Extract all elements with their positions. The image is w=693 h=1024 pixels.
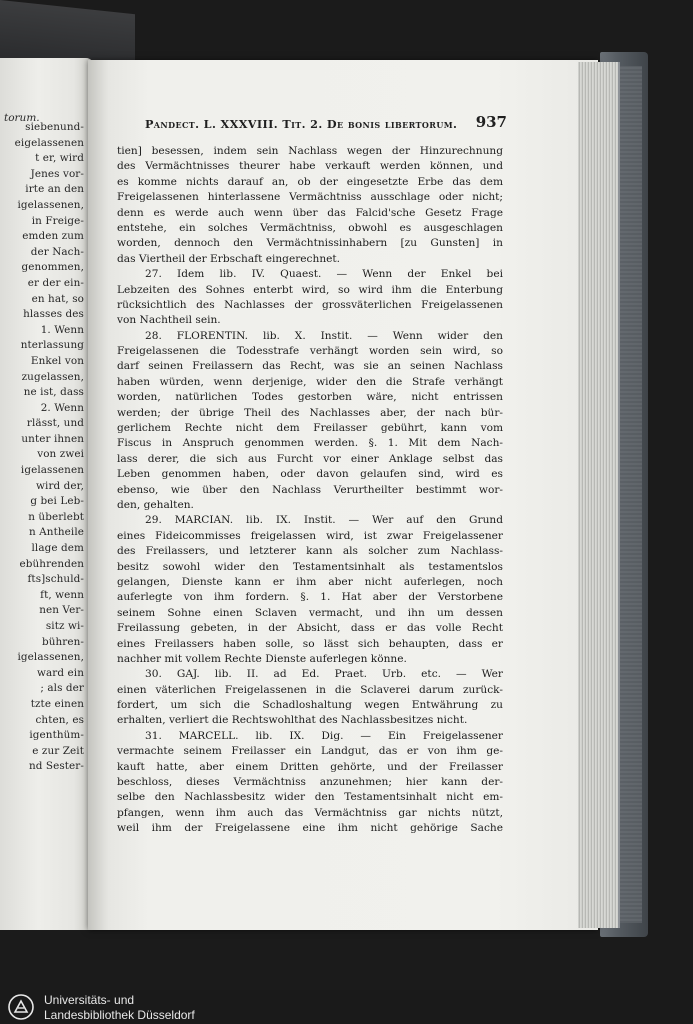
text-line: 30. GAJ. lib. II. ad Ed. Praet. Urb. etc. — Wer — [145, 668, 503, 681]
text-line: Freilassung gebeten, in der Absicht, dass er das volle Recht — [117, 622, 503, 635]
left-page-line: bühren- — [41, 635, 84, 648]
text-line: besitz sowohl wider den Testamentsinhalt als testamentslos — [117, 560, 503, 573]
library-logo-icon — [8, 994, 34, 1020]
left-page-line: irte an den — [25, 183, 84, 196]
text-line: Freigelassenen die Todesstrafe verhängt worden sein wird, so — [117, 345, 503, 358]
page-number: 937 — [475, 113, 507, 131]
text-line: gelangen, Dienste kann er ihm aber nicht auferlegen, noch — [117, 575, 503, 588]
running-head — [145, 113, 507, 133]
left-page-line: tzte einen — [30, 697, 84, 710]
text-line: 29. MARCIAN. lib. IX. Instit. — Wer auf den Grund — [145, 514, 503, 527]
text-line: worden, dennoch den Vermächtnissinhabern [zu Gunsten] in — [117, 237, 503, 250]
left-page-line: ward ein — [37, 666, 84, 679]
left-page-line: wird der, — [36, 479, 84, 492]
text-line: Lebzeiten des Sohnes enterbt wird, so wird ihm die Enterbung — [117, 283, 503, 296]
text-line: nachher mit vollem Rechte Dienste auferlegen könne. — [117, 652, 407, 665]
left-page-line: sitz wi- — [45, 620, 84, 632]
text-line: darf seinen Freilassern das Recht, was sie an seinen Nachlass — [117, 360, 503, 373]
text-line: 27. Idem lib. IV. Quaest. — Wenn der Enkel bei — [145, 268, 503, 281]
left-page-line: ne ist, dass — [23, 386, 84, 399]
left-page-line: unter ihnen — [21, 432, 84, 445]
left-page-line: von zwei — [37, 448, 84, 461]
text-line: Leben genommen haben, oder davon gelaufen sind, wird es — [117, 468, 503, 481]
left-page-line: n überlebt — [28, 510, 84, 523]
left-page-line: fts]schuld- — [27, 573, 84, 586]
text-line: von Nachtheil sein. — [117, 314, 221, 327]
left-page-line: igenthüm- — [29, 729, 84, 742]
left-page-line: er der ein- — [27, 276, 84, 289]
text-line: selbe den Nachlassbesitz wider den Testamentsinhalt nicht em- — [117, 791, 503, 804]
left-page-line: hlasses des — [23, 308, 84, 321]
text-line: eines Fideicommisses freigelassen wird, ist zwar Freigelassener — [117, 529, 503, 542]
left-page-line: Enkel von — [30, 354, 84, 367]
text-line: pfangen, wenn ihm auch das Vermächtniss gar nichts nützt, — [117, 806, 503, 819]
left-page-line: nen Ver- — [39, 604, 84, 617]
text-line: tien] besessen, indem sein Nachlass wegen der Hinzurechnung — [117, 145, 503, 157]
left-page-line: n Antheile — [28, 526, 84, 539]
text-line: haben würden, wenn derjenige, wider den die Strafe verhängt — [117, 375, 503, 388]
text-line: weil ihm der Freigelassene eine ihm nicht gehörige Sache — [117, 822, 503, 835]
left-page-line: 2. Wenn — [40, 401, 84, 414]
left-page-line: ebührenden — [19, 557, 84, 570]
left-page-line: igelassenen, — [17, 198, 84, 211]
running-head-title: Pandect. L. XXXVIII. Tit. 2. De bonis libertorum. — [145, 117, 458, 131]
left-page-line: igelassenen — [20, 464, 84, 477]
left-page-line: t er, wird — [35, 152, 84, 165]
left-page-line: igelassenen, — [17, 651, 84, 664]
text-line: lass derer, die sich aus Furcht vor einer Anklage selbst das — [117, 452, 503, 465]
page-edges — [578, 62, 620, 928]
left-page-line: in Freige- — [31, 214, 84, 227]
left-page-text — [4, 120, 84, 775]
text-line: kauft hatte, aber einem Dritten gehörte, und der Freilasser — [117, 760, 503, 773]
text-line: gerlichem Rechte nicht dem Freilasser gebührt, kann vom — [117, 422, 503, 435]
left-page-line: nd Sester- — [28, 760, 84, 773]
left-page-line: nterlassung — [20, 339, 84, 352]
text-line: das Viertheil der Erbschaft eingerechnet. — [117, 252, 341, 265]
left-page-line: der Nach- — [30, 245, 84, 258]
text-line: des Vermächtnisses theurer habe verkauft werden können, und — [117, 160, 503, 173]
text-line: einen väterlichen Freigelassenen in die Sclaverei darum zurück- — [117, 683, 503, 696]
left-page-line: ; als der — [40, 682, 84, 695]
left-page-line: Jenes vor- — [30, 167, 84, 180]
text-line: des Freilassers, und letzterer kann als solcher zum Nachlass- — [117, 545, 503, 558]
text-line: seinem Sohne einen Sclaven vermacht, und ihn um dessen — [117, 606, 503, 619]
left-page-line: eigelassenen — [14, 136, 84, 149]
left-running-head: torum. — [4, 112, 40, 124]
left-page-line: chten, es — [35, 713, 84, 726]
text-line: erhalten, verliert die Rechtswohlthat des Nachlassbesitzes nicht. — [117, 714, 468, 727]
text-line: 31. MARCELL. lib. IX. Dig. — Ein Freigelassener — [145, 729, 503, 742]
library-name-line1: Universitäts- und — [44, 993, 135, 1007]
text-line: worden, natürlichen Todes gestorben wäre, nicht entrissen — [117, 391, 503, 404]
text-line: es komme nichts darauf an, ob der eingesetzte Erbe das dem — [117, 175, 503, 188]
text-line: vermachte seinem Freilasser ein Landgut, das er von ihm ge- — [117, 745, 503, 758]
page-body-text — [117, 144, 503, 837]
left-page-line: genommen, — [21, 261, 84, 274]
text-line: auferlegte von ihm fordern. §. 1. Hat aber der Verstorbene — [117, 591, 503, 604]
text-line: eines Freilassers haben solle, so lässt sich behaupten, dass er — [117, 637, 503, 650]
left-page-line: siebenund- — [25, 121, 84, 133]
text-line: 28. FLORENTIN. lib. X. Instit. — Wenn wider den — [145, 329, 503, 342]
text-line: Freigelassenen hinterlassene Vermächtniss ausschlage oder nicht; — [117, 191, 503, 204]
library-name-line2: Landesbibliothek Düsseldorf — [44, 1008, 195, 1022]
text-line: Fiscus in Anspruch genommen werden. §. 1. Mit dem Nach- — [117, 437, 503, 450]
left-page-line: rlässt, und — [26, 417, 84, 430]
text-line: entstehe, ein solches Vermächtniss, obwohl es ausgeschlagen — [117, 221, 503, 234]
text-line: rücksichtlich des Nachlasses der grossväterlichen Freigelassenen — [117, 298, 503, 311]
text-line: werden; der übrige Theil des Nachlasses aber, der nach bür- — [117, 406, 503, 419]
text-line: beschloss, dieses Vermächtniss anzunehmen; hier kann der- — [117, 776, 503, 789]
left-page-line: en hat, so — [31, 292, 84, 305]
text-line: ebenso, wie über den Nachlass Verurtheilter bestimmt wor- — [117, 483, 503, 496]
left-page-line: llage dem — [31, 542, 84, 555]
left-page-line: e zur Zeit — [32, 744, 84, 757]
left-page-line: zugelassen, — [21, 370, 84, 383]
text-line: denn es werde auch wenn über das Falcid'sche Gesetz Frage — [117, 206, 503, 219]
left-page-line: ft, wenn — [40, 588, 84, 601]
text-line: den, gehalten. — [117, 498, 194, 511]
left-page — [0, 58, 94, 930]
text-line: fordert, um sich die Schadloshaltung wegen Entwährung zu — [117, 699, 503, 712]
left-page-line: g bei Leb- — [30, 495, 84, 508]
left-page-line: 1. Wenn — [40, 323, 84, 336]
left-page-line: emden zum — [22, 230, 84, 243]
